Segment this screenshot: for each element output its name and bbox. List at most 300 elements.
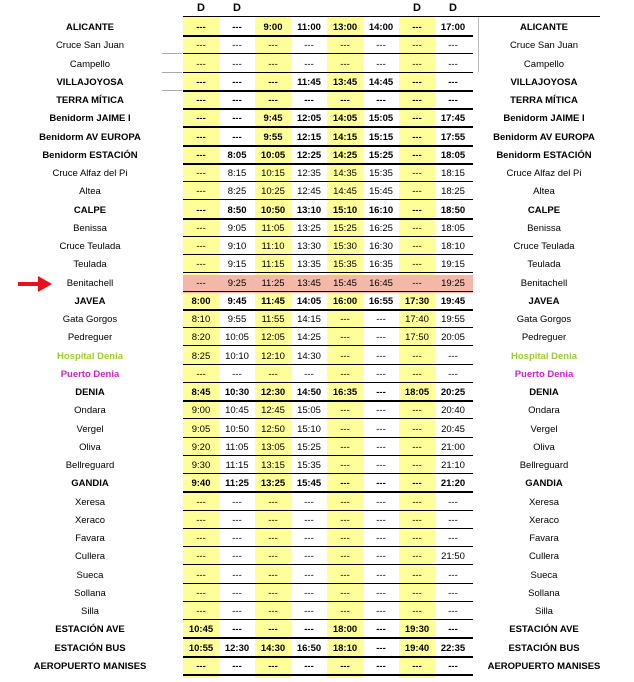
time-cell: --- [304, 514, 314, 526]
time-cell: --- [232, 533, 242, 544]
time-cell: 10:45 [188, 624, 214, 636]
time-cell: 9:30 [191, 460, 211, 471]
time-cell: 16:00 [332, 295, 358, 307]
time-cell: --- [304, 569, 314, 581]
station-name-right: Sollana [528, 587, 560, 599]
row-rule [183, 619, 473, 620]
time-cell: --- [196, 259, 206, 271]
time-cell: --- [196, 533, 206, 544]
station-name-left: DENIA [75, 387, 105, 398]
time-cell: 20:25 [440, 387, 466, 398]
left-tick [162, 72, 182, 73]
time-cell: --- [412, 58, 422, 70]
time-cell: 8:00 [191, 295, 211, 307]
time-cell: --- [340, 40, 350, 52]
time-cell: --- [304, 587, 314, 599]
time-cell: --- [196, 368, 206, 380]
time-cell: --- [376, 606, 386, 617]
station-name-right: DENIA [529, 387, 559, 398]
time-cell: --- [448, 514, 458, 526]
time-cell: --- [232, 113, 242, 125]
time-cell: --- [376, 58, 386, 70]
station-name-right: Benissa [527, 222, 561, 234]
time-cell: --- [376, 569, 386, 581]
time-cell: --- [448, 606, 458, 617]
time-cell: --- [412, 22, 422, 33]
time-cell: 11:00 [297, 22, 321, 33]
time-cell: --- [376, 441, 386, 453]
station-name-right: Gata Gorgos [516, 314, 572, 325]
time-cell: 14:05 [332, 113, 358, 125]
time-cell: --- [376, 642, 386, 654]
station-name-right: Cruce Teulada [513, 241, 575, 252]
time-cell: --- [340, 478, 350, 490]
station-name-right: VILLAJOYOSA [510, 76, 578, 88]
time-cell: 16:25 [369, 222, 393, 234]
time-cell: 9:45 [263, 113, 283, 125]
time-cell: 10:50 [260, 204, 286, 216]
time-cell: --- [448, 624, 458, 636]
time-cell: 22:35 [440, 642, 466, 654]
time-cell: --- [412, 569, 422, 581]
time-cell: 9:55 [227, 314, 247, 325]
time-cell: --- [412, 660, 422, 672]
time-cell: 14:45 [333, 186, 357, 198]
time-cell: 10:15 [261, 168, 285, 179]
time-cell: 13:00 [332, 22, 358, 33]
station-name-right: ALICANTE [519, 22, 569, 33]
time-cell: --- [412, 259, 422, 271]
time-cell: --- [340, 587, 350, 599]
row-rule [183, 583, 473, 584]
time-cell: 8:25 [227, 186, 247, 198]
time-cell: --- [412, 423, 422, 435]
time-cell: 19:40 [404, 642, 430, 654]
time-cell: --- [232, 660, 242, 672]
time-cell: --- [376, 533, 386, 544]
station-name-left: Benidorm JAIME I [49, 113, 131, 125]
time-cell: 11:05 [261, 222, 285, 234]
station-name-left: Xeraco [74, 514, 106, 526]
time-cell: 12:15 [296, 131, 322, 143]
time-cell: --- [196, 58, 206, 70]
time-cell: 11:25 [225, 478, 249, 490]
row-rule [183, 528, 473, 529]
station-name-right: Favara [529, 533, 559, 544]
time-cell: --- [376, 587, 386, 599]
time-cell: --- [232, 587, 242, 599]
station-name-right: Cruce San Juan [509, 40, 579, 52]
time-cell: --- [412, 222, 422, 234]
time-cell: --- [376, 314, 386, 325]
time-cell: 10:50 [225, 423, 249, 435]
time-cell: --- [376, 405, 386, 417]
time-cell: 8:15 [227, 168, 247, 179]
time-cell: 14:45 [368, 76, 394, 88]
station-name-right: Pedreguer [521, 332, 567, 344]
station-name-right: Altea [533, 186, 555, 198]
time-cell: --- [340, 95, 350, 106]
time-cell: --- [376, 624, 386, 636]
time-cell: 17:45 [440, 113, 466, 125]
time-cell: 10:55 [188, 642, 214, 654]
time-cell: --- [412, 40, 422, 52]
row-rule [183, 181, 473, 182]
time-cell: 17:00 [440, 22, 466, 33]
station-name-left: Xeresa [74, 496, 106, 508]
station-name-left: Cullera [74, 551, 106, 563]
station-name-left: Teulada [73, 259, 107, 271]
time-cell: --- [412, 551, 422, 563]
time-cell: --- [412, 587, 422, 599]
time-cell: 11:10 [261, 241, 285, 252]
time-cell: --- [196, 514, 206, 526]
row-rule [183, 364, 473, 365]
time-cell: 12:50 [261, 423, 285, 435]
time-cell: --- [412, 277, 422, 289]
time-cell: --- [268, 368, 278, 380]
time-cell: 10:30 [224, 387, 250, 398]
left-tick [162, 90, 182, 91]
time-cell: 16:10 [368, 204, 394, 216]
time-cell: 14:15 [332, 131, 358, 143]
time-cell: 12:45 [261, 405, 285, 417]
time-cell: 12:05 [296, 113, 322, 125]
time-cell: 9:00 [263, 22, 283, 33]
time-cell: --- [232, 551, 242, 563]
time-cell: --- [304, 496, 314, 508]
time-cell: --- [304, 58, 314, 70]
time-cell: 21:20 [440, 478, 466, 490]
time-cell: 18:10 [332, 642, 358, 654]
time-cell: 21:00 [441, 441, 465, 453]
time-cell: 13:30 [297, 241, 321, 252]
time-cell: --- [376, 332, 386, 344]
station-name-right: Benidorm JAIME I [503, 113, 585, 125]
time-cell: --- [304, 368, 314, 380]
time-cell: --- [448, 350, 458, 362]
time-cell: --- [448, 660, 458, 672]
time-cell: --- [412, 368, 422, 380]
time-cell: 10:25 [261, 186, 285, 198]
station-name-right: ESTACIÓN AVE [509, 624, 579, 636]
station-name-right: Benitachell [520, 277, 568, 289]
time-cell: --- [448, 58, 458, 70]
time-cell: 15:25 [333, 222, 357, 234]
time-cell: 14:00 [368, 22, 394, 33]
station-name-left: Ondara [74, 405, 106, 417]
station-name-left: JAVEA [74, 295, 106, 307]
time-cell: 15:30 [333, 241, 357, 252]
time-cell: --- [232, 514, 242, 526]
time-cell: --- [268, 514, 278, 526]
time-cell: 10:10 [225, 350, 249, 362]
time-cell: --- [376, 551, 386, 563]
station-name-right: Campello [523, 58, 565, 70]
time-cell: 8:50 [227, 204, 247, 216]
time-cell: --- [232, 368, 242, 380]
time-cell: 15:35 [333, 259, 357, 271]
time-cell: --- [304, 660, 314, 672]
time-cell: --- [268, 533, 278, 544]
time-cell: 17:40 [405, 314, 429, 325]
time-cell: --- [268, 606, 278, 617]
time-cell: 15:35 [297, 460, 321, 471]
time-cell: 19:45 [440, 295, 466, 307]
station-name-left: Silla [81, 606, 99, 617]
time-cell: 9:45 [227, 295, 247, 307]
station-name-left: Hospital Denia [57, 350, 123, 362]
station-name-right: Oliva [533, 441, 555, 453]
time-cell: --- [448, 95, 458, 106]
time-cell: --- [340, 441, 350, 453]
time-cell: 11:25 [261, 277, 285, 289]
time-cell: 10:45 [225, 405, 249, 417]
time-cell: --- [268, 95, 278, 106]
service-header: D [197, 2, 205, 14]
time-cell: --- [196, 204, 206, 216]
row-rule [183, 327, 473, 328]
time-cell: 19:30 [404, 624, 430, 636]
time-cell: --- [376, 460, 386, 471]
time-cell: --- [304, 551, 314, 563]
time-cell: 8:05 [227, 149, 247, 161]
time-cell: 16:50 [296, 642, 322, 654]
time-cell: --- [232, 606, 242, 617]
row-rule [183, 345, 473, 346]
station-name-left: Pedreguer [67, 332, 113, 344]
time-cell: --- [340, 332, 350, 344]
time-cell: 15:45 [333, 277, 357, 289]
station-name-right: Xeresa [528, 496, 560, 508]
row-rule [183, 546, 473, 547]
time-cell: --- [196, 660, 206, 672]
time-cell: 14:25 [297, 332, 321, 344]
row-rule [183, 455, 473, 456]
time-cell: 13:25 [260, 478, 286, 490]
time-cell: --- [412, 204, 422, 216]
time-cell: --- [376, 496, 386, 508]
time-cell: --- [448, 496, 458, 508]
station-name-right: Xeraco [528, 514, 560, 526]
station-name-left: Cruce San Juan [55, 40, 125, 52]
service-header: D [413, 2, 421, 14]
time-cell: 15:25 [297, 441, 321, 453]
time-cell: 11:55 [261, 314, 285, 325]
time-cell: --- [232, 40, 242, 52]
time-cell: 9:55 [263, 131, 283, 143]
time-cell: 12:45 [297, 186, 321, 198]
time-cell: 20:40 [441, 405, 465, 417]
time-cell: --- [340, 58, 350, 70]
time-cell: 12:10 [261, 350, 285, 362]
time-cell: 12:30 [224, 642, 250, 654]
header-rule [183, 16, 600, 17]
time-cell: --- [340, 533, 350, 544]
station-name-right: AEROPUERTO MANISES [487, 660, 601, 672]
time-cell: 13:05 [261, 441, 285, 453]
time-cell: 14:15 [297, 314, 321, 325]
time-cell: --- [196, 131, 206, 143]
station-name-right: Vergel [530, 423, 558, 435]
time-cell: 15:05 [297, 405, 321, 417]
time-cell: --- [448, 368, 458, 380]
row-rule [183, 199, 473, 200]
time-cell: 14:50 [296, 387, 322, 398]
time-cell: 15:05 [368, 113, 394, 125]
station-name-left: ESTACIÓN AVE [55, 624, 125, 636]
time-cell: 18:50 [440, 204, 466, 216]
station-name-left: Altea [79, 186, 101, 198]
time-cell: --- [340, 496, 350, 508]
time-cell: --- [412, 241, 422, 252]
time-cell: --- [412, 496, 422, 508]
row-rule [183, 674, 473, 676]
time-cell: --- [304, 606, 314, 617]
time-cell: --- [340, 423, 350, 435]
time-cell: --- [268, 624, 278, 636]
time-cell: 11:05 [225, 441, 249, 453]
station-name-left: Sollana [74, 587, 106, 599]
row-rule [183, 510, 473, 511]
row-rule [183, 272, 473, 273]
time-cell: --- [412, 478, 422, 490]
time-cell: --- [196, 222, 206, 234]
time-cell: 14:30 [297, 350, 321, 362]
row-rule [183, 291, 473, 292]
station-name-right: CALPE [527, 204, 561, 216]
time-cell: --- [196, 277, 206, 289]
time-cell: 17:30 [404, 295, 430, 307]
time-cell: 21:50 [441, 551, 465, 563]
time-cell: 18:10 [441, 241, 465, 252]
time-cell: --- [412, 514, 422, 526]
time-cell: 13:45 [297, 277, 321, 289]
time-cell: --- [196, 113, 206, 125]
time-cell: 9:40 [191, 478, 211, 490]
time-cell: --- [376, 514, 386, 526]
time-cell: 12:05 [261, 332, 285, 344]
station-name-left: VILLAJOYOSA [56, 76, 124, 88]
time-cell: --- [304, 624, 314, 636]
time-cell: 13:25 [297, 222, 321, 234]
time-cell: --- [376, 387, 386, 398]
time-cell: 8:10 [191, 314, 211, 325]
station-name-left: Cruce Alfaz del Pi [52, 168, 128, 179]
time-cell: 20:45 [441, 423, 465, 435]
time-cell: 8:45 [191, 387, 211, 398]
station-name-right: Benidorm ESTACIÓN [496, 149, 592, 161]
time-cell: 13:15 [261, 460, 285, 471]
time-cell: --- [196, 587, 206, 599]
time-cell: 18:00 [332, 624, 358, 636]
time-cell: 16:55 [368, 295, 394, 307]
time-cell: --- [412, 441, 422, 453]
service-header: D [233, 2, 241, 14]
time-cell: --- [196, 168, 206, 179]
station-name-left: Cruce Teulada [59, 241, 121, 252]
time-cell: 10:05 [260, 149, 286, 161]
time-cell: --- [376, 95, 386, 106]
time-cell: 15:25 [368, 149, 394, 161]
station-name-right: Cruce Alfaz del Pi [506, 168, 582, 179]
row-rule [183, 72, 473, 73]
time-cell: --- [268, 496, 278, 508]
time-cell: 15:10 [297, 423, 321, 435]
time-cell: 15:15 [368, 131, 394, 143]
station-name-left: GANDIA [71, 478, 109, 490]
station-name-left: Gata Gorgos [62, 314, 118, 325]
time-cell: 13:35 [297, 259, 321, 271]
station-name-left: TERRA MÍTICA [56, 95, 124, 106]
time-cell: 11:15 [225, 460, 249, 471]
time-cell: --- [196, 606, 206, 617]
station-name-left: Benidorm ESTACIÓN [42, 149, 138, 161]
time-cell: --- [196, 241, 206, 252]
time-cell: --- [304, 40, 314, 52]
time-cell: --- [448, 587, 458, 599]
time-cell: 18:25 [441, 186, 465, 198]
time-cell: --- [412, 149, 422, 161]
time-cell: 19:55 [441, 314, 465, 325]
time-cell: --- [376, 660, 386, 672]
time-cell: --- [268, 40, 278, 52]
station-name-right: Ondara [528, 405, 560, 417]
time-cell: 9:05 [227, 222, 247, 234]
time-cell: 9:10 [227, 241, 247, 252]
time-cell: --- [196, 22, 206, 33]
time-cell: 13:45 [332, 76, 358, 88]
time-cell: 13:10 [296, 204, 322, 216]
time-cell: --- [412, 76, 422, 88]
time-cell: --- [196, 40, 206, 52]
time-cell: --- [412, 405, 422, 417]
station-name-left: Favara [75, 533, 105, 544]
time-cell: 16:35 [369, 259, 393, 271]
time-cell: --- [268, 569, 278, 581]
time-cell: 17:50 [405, 332, 429, 344]
time-cell: --- [340, 405, 350, 417]
time-cell: --- [232, 496, 242, 508]
time-cell: --- [268, 76, 278, 88]
row-rule [183, 601, 473, 602]
time-cell: --- [412, 186, 422, 198]
time-cell: --- [304, 95, 314, 106]
time-cell: 9:25 [227, 277, 247, 289]
time-cell: --- [196, 569, 206, 581]
time-cell: --- [268, 551, 278, 563]
station-name-left: Benidorm AV EUROPA [39, 131, 141, 143]
time-cell: 17:55 [440, 131, 466, 143]
time-cell: 12:25 [296, 149, 322, 161]
station-name-right: Cullera [528, 551, 560, 563]
time-cell: --- [232, 58, 242, 70]
time-cell: --- [196, 496, 206, 508]
station-name-left: Benissa [73, 222, 107, 234]
time-cell: --- [412, 131, 422, 143]
time-cell: 8:25 [191, 350, 211, 362]
time-cell: --- [340, 569, 350, 581]
time-cell: --- [448, 533, 458, 544]
time-cell: --- [376, 423, 386, 435]
time-cell: 18:05 [404, 387, 430, 398]
station-name-left: AEROPUERTO MANISES [33, 660, 147, 672]
station-name-left: ESTACIÓN BUS [54, 642, 126, 654]
time-cell: 18:15 [441, 168, 465, 179]
time-cell: 16:35 [332, 387, 358, 398]
station-name-right: TERRA MÍTICA [510, 95, 578, 106]
service-header: D [449, 2, 457, 14]
